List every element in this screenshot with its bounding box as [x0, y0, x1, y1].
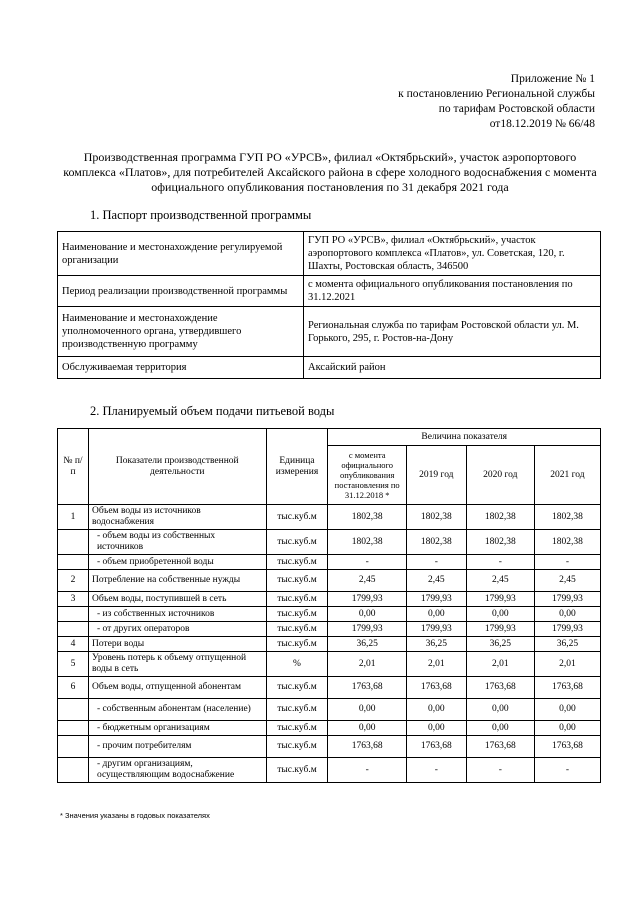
row-value-2020: 0,00 — [466, 607, 534, 622]
row-unit: тыс.куб.м — [266, 736, 328, 758]
footnote: * Значения указаны в годовых показателях — [60, 811, 210, 820]
table-row — [58, 652, 601, 677]
table-row — [58, 530, 601, 555]
row-indicator: - объем воды из собственных источников — [88, 530, 266, 555]
row-indicator: - объем приобретенной воды — [88, 555, 266, 570]
row-indicator: Потребление на собственные нужды — [88, 570, 266, 592]
row-unit: тыс.куб.м — [266, 622, 328, 637]
row-num — [58, 699, 89, 721]
header-period: с момента официального опубликования постановления по 31.12.2018 * — [328, 446, 406, 505]
row-value-2020: 1799,93 — [466, 622, 534, 637]
row-value-2021: 1802,38 — [534, 530, 600, 555]
row-value-2020: 2,01 — [466, 652, 534, 677]
row-value-period: - — [328, 758, 406, 783]
table-row — [58, 505, 601, 530]
row-num: 6 — [58, 677, 89, 699]
row-unit: тыс.куб.м — [266, 607, 328, 622]
row-num: 1 — [58, 505, 89, 530]
header-2021: 2021 год — [534, 446, 600, 505]
row-indicator: - от других операторов — [88, 622, 266, 637]
row-indicator: Потери воды — [88, 637, 266, 652]
row-value-period: 1763,68 — [328, 736, 406, 758]
passport-value: Региональная служба по тарифам Ростовской области ул. М. Горького, 295, г. Ростов-на-Дону — [304, 307, 601, 357]
passport-value: ГУП РО «УРСВ», филиал «Октябрьский», участок аэропортового комплекса «Платов», ул. Советская, 120, г. Шахты, Ростовская область, 346500 — [304, 232, 601, 276]
row-value-period: 1799,93 — [328, 592, 406, 607]
passport-table — [57, 231, 601, 379]
row-value-period: 0,00 — [328, 721, 406, 736]
row-value-2019: 2,01 — [406, 652, 466, 677]
row-value-2019: 1802,38 — [406, 505, 466, 530]
volume-header-row-1 — [58, 429, 601, 446]
row-value-2021: 36,25 — [534, 637, 600, 652]
row-value-2020: 2,45 — [466, 570, 534, 592]
header-indicator: Показатели производственной деятельности — [88, 429, 266, 505]
row-value-period: 1763,68 — [328, 677, 406, 699]
row-indicator: - бюджетным организациям — [88, 721, 266, 736]
row-value-2019: 1799,93 — [406, 592, 466, 607]
table-row — [58, 607, 601, 622]
row-value-2021: 0,00 — [534, 699, 600, 721]
appendix-line-4: от18.12.2019 № 66/48 — [489, 118, 595, 130]
row-value-period: 1799,93 — [328, 622, 406, 637]
table-row — [58, 622, 601, 637]
passport-row — [58, 307, 601, 357]
row-num: 2 — [58, 570, 89, 592]
row-value-2020: - — [466, 758, 534, 783]
passport-label: Обслуживаемая территория — [58, 357, 304, 379]
row-value-period: 36,25 — [328, 637, 406, 652]
row-value-2020: 1802,38 — [466, 530, 534, 555]
row-value-period: 0,00 — [328, 699, 406, 721]
row-value-2021: - — [534, 555, 600, 570]
row-unit: тыс.куб.м — [266, 721, 328, 736]
row-value-2020: - — [466, 555, 534, 570]
row-unit: тыс.куб.м — [266, 637, 328, 652]
row-unit: тыс.куб.м — [266, 555, 328, 570]
row-indicator: Объем воды, отпущенной абонентам — [88, 677, 266, 699]
row-indicator: Объем воды, поступившей в сеть — [88, 592, 266, 607]
row-value-2019: 0,00 — [406, 607, 466, 622]
row-unit: тыс.куб.м — [266, 699, 328, 721]
appendix-line-2: к постановлению Региональной службы — [398, 88, 595, 100]
row-value-2020: 1802,38 — [466, 505, 534, 530]
row-value-2019: - — [406, 555, 466, 570]
passport-value: с момента официального опубликования постановления по 31.12.2021 — [304, 276, 601, 307]
document-title: Производственная программа ГУП РО «УРСВ», филиал «Октябрьский», участок аэропортового комплекса «Платов», для потребителей Аксайского района в сфере холодного водоснабжения с момента официального опубликования постановления по 31 декабря 2021 года — [63, 150, 597, 194]
row-num — [58, 721, 89, 736]
passport-row — [58, 276, 601, 307]
row-num — [58, 607, 89, 622]
header-num: № п/п — [58, 429, 89, 505]
table-row — [58, 570, 601, 592]
table-row — [58, 555, 601, 570]
row-indicator: Объем воды из источников водоснабжения — [88, 505, 266, 530]
passport-row — [58, 232, 601, 276]
row-value-period: 0,00 — [328, 607, 406, 622]
row-indicator: Уровень потерь к объему отпущенной воды в сеть — [88, 652, 266, 677]
row-value-2020: 36,25 — [466, 637, 534, 652]
row-num: 5 — [58, 652, 89, 677]
row-value-2019: 0,00 — [406, 699, 466, 721]
row-unit: % — [266, 652, 328, 677]
table-row — [58, 592, 601, 607]
table-row — [58, 758, 601, 783]
table-row — [58, 637, 601, 652]
row-value-period: 2,45 — [328, 570, 406, 592]
row-value-period: - — [328, 555, 406, 570]
passport-label: Наименование и местонахождение регулируемой организации — [58, 232, 304, 276]
row-value-2020: 1763,68 — [466, 736, 534, 758]
row-value-period: 2,01 — [328, 652, 406, 677]
table-row — [58, 736, 601, 758]
row-value-2019: 1763,68 — [406, 677, 466, 699]
row-value-2021: 1802,38 — [534, 505, 600, 530]
row-value-2021: 2,45 — [534, 570, 600, 592]
row-num: 3 — [58, 592, 89, 607]
row-num — [58, 758, 89, 783]
row-value-2020: 1763,68 — [466, 677, 534, 699]
row-value-2020: 0,00 — [466, 721, 534, 736]
row-indicator: - прочим потребителям — [88, 736, 266, 758]
row-value-2021: 1763,68 — [534, 677, 600, 699]
passport-row — [58, 357, 601, 379]
row-value-2019: 2,45 — [406, 570, 466, 592]
row-unit: тыс.куб.м — [266, 758, 328, 783]
row-value-2021: - — [534, 758, 600, 783]
row-num — [58, 530, 89, 555]
row-value-2019: 1802,38 — [406, 530, 466, 555]
volume-table — [57, 428, 601, 783]
row-value-2019: 36,25 — [406, 637, 466, 652]
row-unit: тыс.куб.м — [266, 570, 328, 592]
row-value-2019: 1799,93 — [406, 622, 466, 637]
row-value-2021: 2,01 — [534, 652, 600, 677]
table-row — [58, 721, 601, 736]
table-row — [58, 699, 601, 721]
row-unit: тыс.куб.м — [266, 592, 328, 607]
header-unit: Единица измерения — [266, 429, 328, 505]
row-value-2021: 1799,93 — [534, 592, 600, 607]
row-value-2019: - — [406, 758, 466, 783]
section-1-heading: 1. Паспорт производственной программы — [90, 208, 312, 222]
table-row — [58, 677, 601, 699]
header-2020: 2020 год — [466, 446, 534, 505]
row-indicator: - другим организациям, осуществляющим водоснабжение — [88, 758, 266, 783]
passport-label: Период реализации производственной программы — [58, 276, 304, 307]
passport-label: Наименование и местонахождение уполномоченного органа, утвердившего производственную программу — [58, 307, 304, 357]
appendix-line-1: Приложение № 1 — [510, 73, 595, 85]
row-value-2021: 0,00 — [534, 721, 600, 736]
appendix-block — [295, 72, 595, 132]
row-num — [58, 555, 89, 570]
row-value-2021: 1799,93 — [534, 622, 600, 637]
row-indicator: - собственным абонентам (население) — [88, 699, 266, 721]
header-2019: 2019 год — [406, 446, 466, 505]
row-unit: тыс.куб.м — [266, 505, 328, 530]
row-num: 4 — [58, 637, 89, 652]
row-unit: тыс.куб.м — [266, 530, 328, 555]
appendix-line-3: по тарифам Ростовской области — [438, 103, 595, 115]
row-value-2019: 0,00 — [406, 721, 466, 736]
row-value-2021: 0,00 — [534, 607, 600, 622]
row-unit: тыс.куб.м — [266, 677, 328, 699]
row-value-2019: 1763,68 — [406, 736, 466, 758]
row-num — [58, 736, 89, 758]
section-2-heading: 2. Планируемый объем подачи питьевой воды — [90, 404, 335, 418]
passport-value: Аксайский район — [304, 357, 601, 379]
row-value-period: 1802,38 — [328, 505, 406, 530]
row-value-2021: 1763,68 — [534, 736, 600, 758]
header-value-group: Величина показателя — [328, 429, 601, 446]
row-num — [58, 622, 89, 637]
row-value-period: 1802,38 — [328, 530, 406, 555]
row-value-2020: 0,00 — [466, 699, 534, 721]
row-value-2020: 1799,93 — [466, 592, 534, 607]
row-indicator: - из собственных источников — [88, 607, 266, 622]
